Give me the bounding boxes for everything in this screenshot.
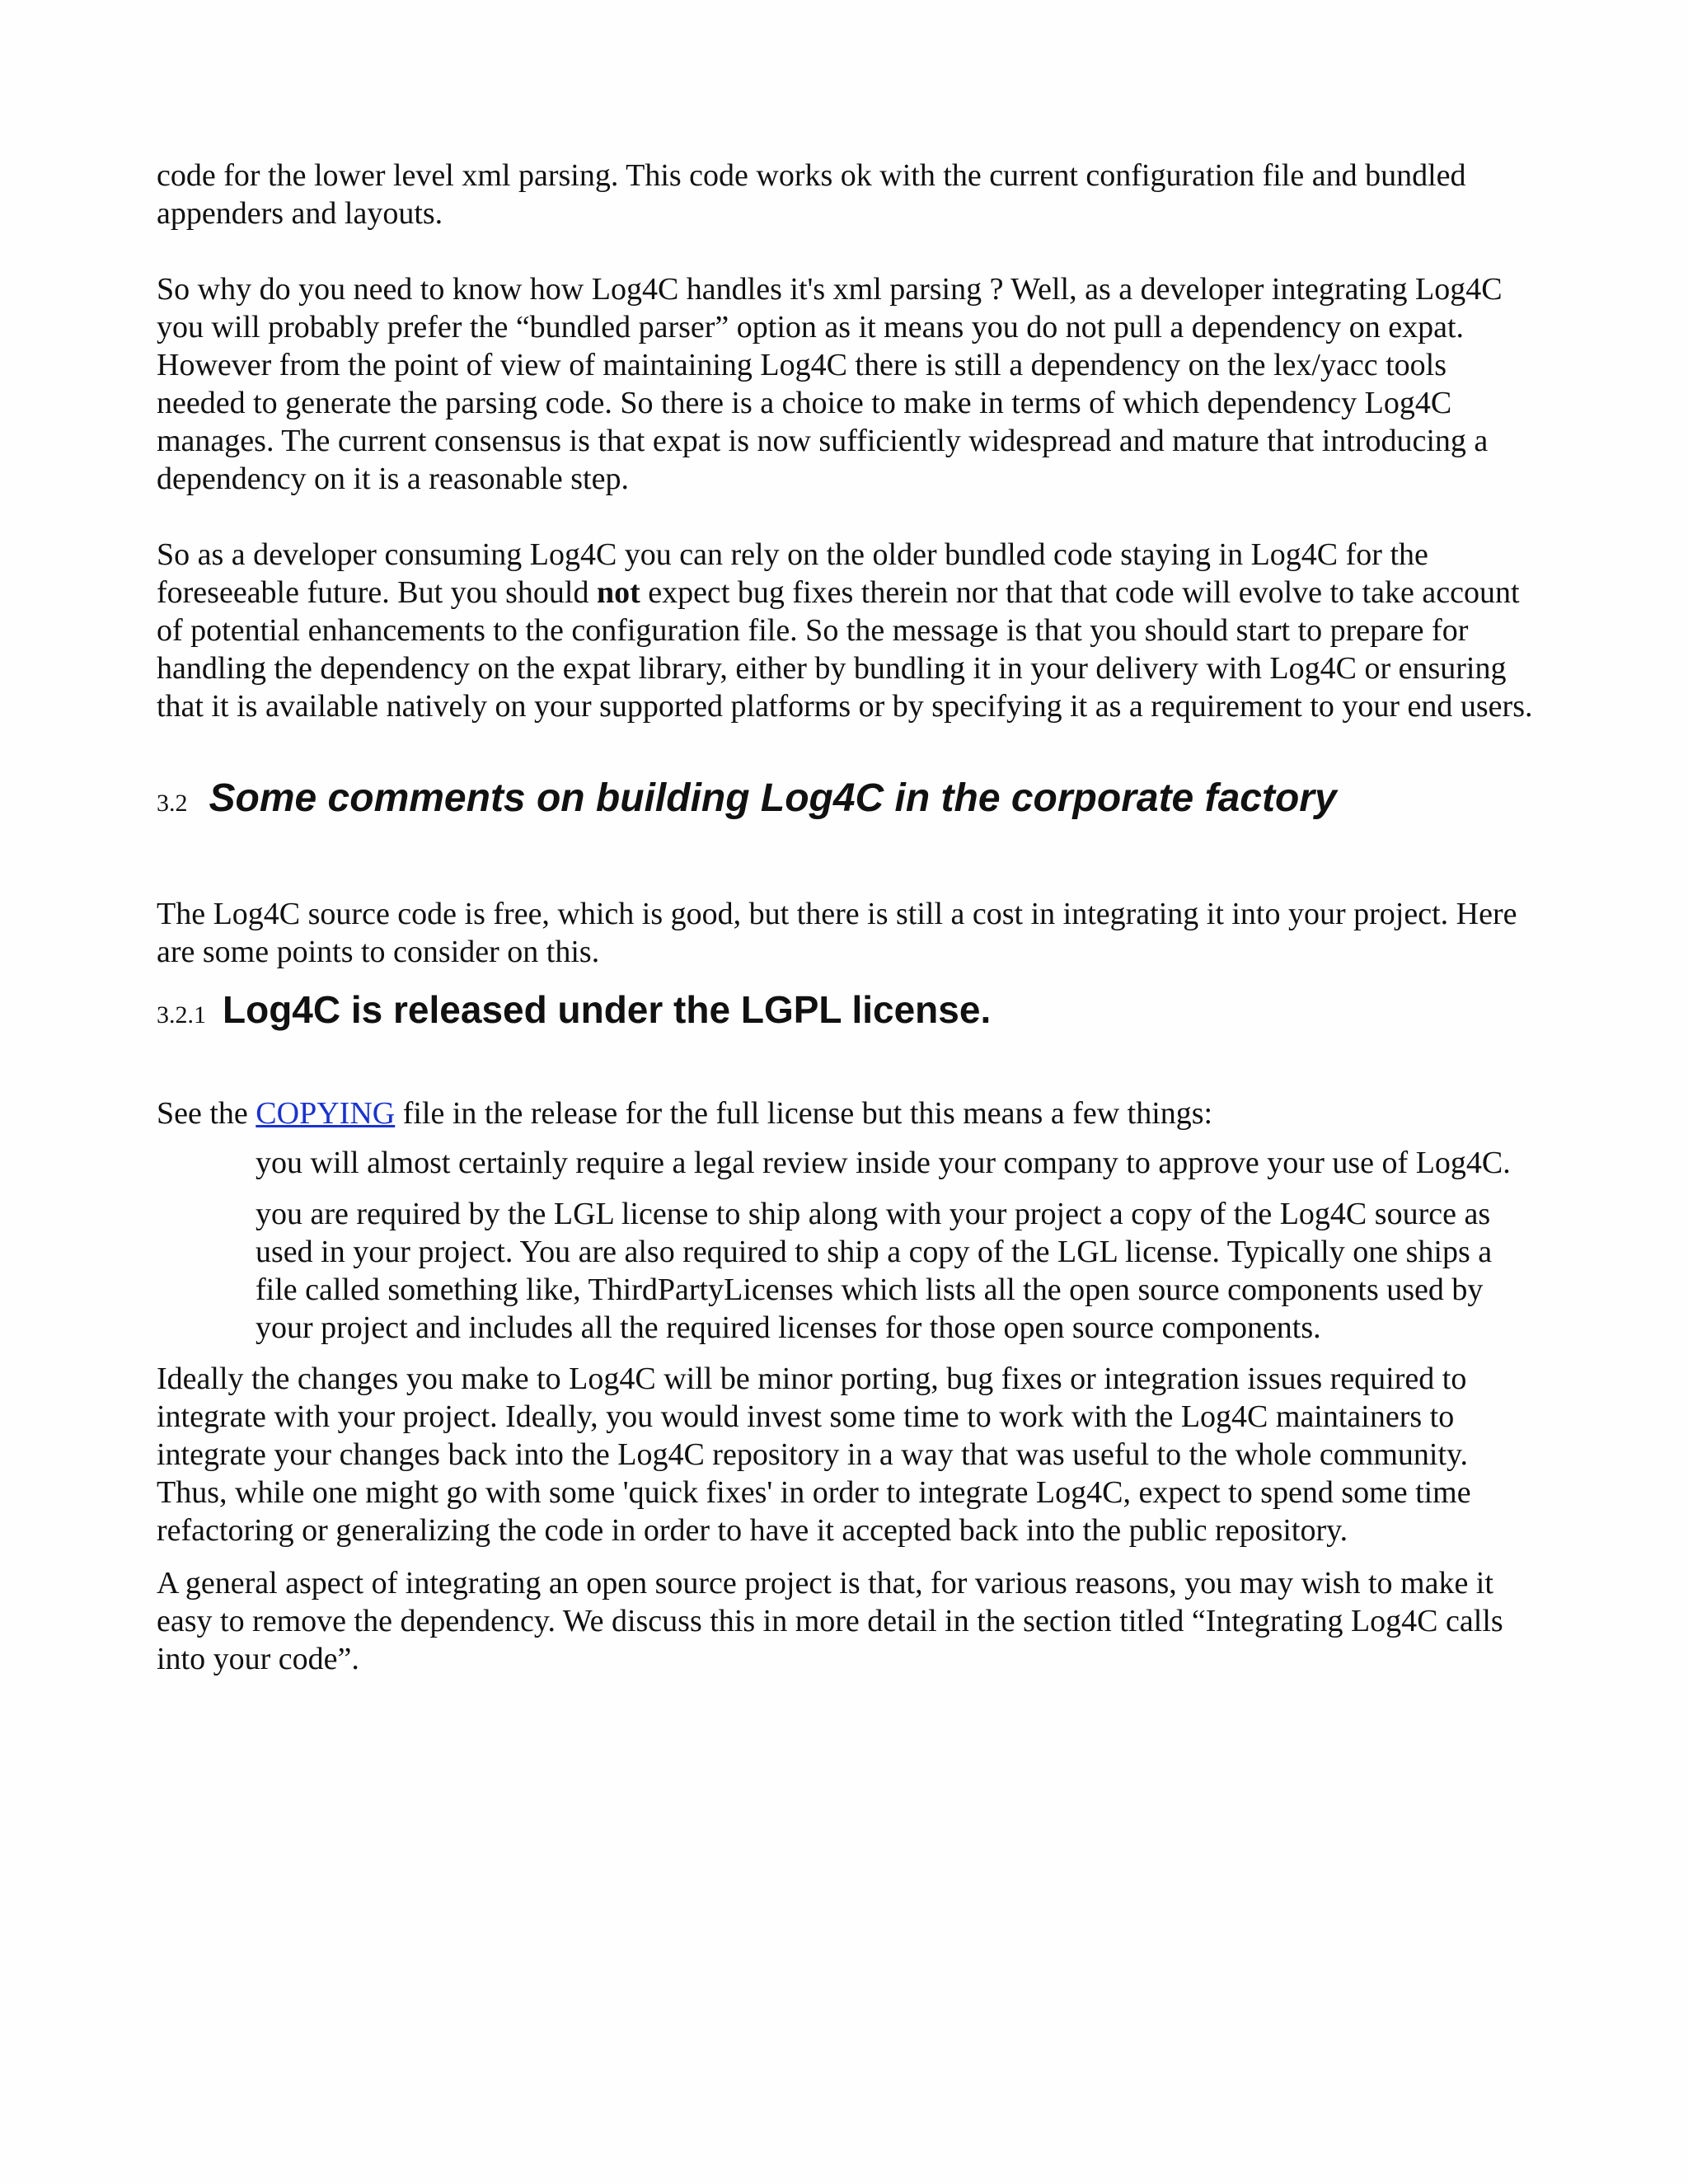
subsection-number: 3.2.1: [157, 1001, 206, 1029]
section-number: 3.2: [157, 790, 188, 817]
paragraph-source-code-free: The Log4C source code is free, which is good, but there is still a cost in integrating it into your project. Here are some points to consider on this.: [157, 897, 1517, 969]
paragraph-developer-consuming: [157, 536, 1541, 725]
paragraph-see-copying-part2: file in the release for the full license but this means a few things:: [395, 1096, 1213, 1131]
section-title: Some comments on building Log4C in the corporate factory: [209, 776, 1337, 820]
paragraph-general-aspect: A general aspect of integrating an open source project is that, for various reasons, you may wish to make it easy to remove the dependency. We discuss this in more detail in the section titled “Integrating Log4C calls into your code”.: [157, 1566, 1503, 1676]
list-item: you will almost certainly require a legal review inside your company to approve your use of Log4C.: [256, 1146, 1511, 1180]
paragraph-see-copying: [157, 1094, 1541, 1132]
license-implications-list: [256, 1144, 1541, 1347]
section-heading-3-2-1: [157, 988, 1541, 1042]
paragraph-ideally-changes: Ideally the changes you make to Log4C will be minor porting, bug fixes or integration issues required to integrate with your project. Ideally, you would invest some time to work with the Log4C maintainers to integrate your changes back into the Log4C repository in a way that was useful to the whole community. Thus, while one might go with some 'quick fixes' in order to integrate Log4C, expect to spend some time refactoring or generalizing the code in order to have it accepted back into the public repository.: [157, 1361, 1471, 1548]
paragraph-why-xml-parsing: So why do you need to know how Log4C handles it's xml parsing ? Well, as a developer integrating Log4C you will probably prefer the “bundled parser” option as it means you do not pull a dependency on expat. However from the point of view of maintaining Log4C there is still a dependency on the lex/yacc tools needed to generate the parsing code. So there is a choice to make in terms of which dependency Log4C manages. The current consensus is that expat is now sufficiently widespread and mature that introducing a dependency on it is a reasonable step.: [157, 272, 1503, 496]
paragraph-see-copying-part1: See the: [157, 1096, 256, 1131]
document-body: [157, 157, 1541, 1678]
emphasis-not: not: [596, 575, 640, 610]
subsection-title: Log4C is released under the LGPL license.: [223, 988, 992, 1031]
copying-link[interactable]: COPYING: [256, 1096, 396, 1131]
list-item: you are required by the LGL license to ship along with your project a copy of the Log4C source as used in your project. You are also required to ship a copy of the LGL license. Typically one ships a file called something like, ThirdPartyLicenses which lists all the open source components used by your project and includes all the required licenses for those open source components.: [256, 1197, 1493, 1345]
paragraph-developer-consuming-part1: So as a developer consuming Log4C you can rely on the older bundled code staying in Log4C for the foreseeable future. But you should: [157, 537, 1428, 610]
section-heading-3-2: [157, 776, 1541, 829]
paragraph-xml-parsing-intro: code for the lower level xml parsing. This code works ok with the current configuration file and bundled appenders and layouts.: [157, 158, 1466, 231]
paragraph-developer-consuming-part2: expect bug fixes therein nor that that code will evolve to take account of potential enhancements to the configuration file. So the message is that you should start to prepare for handling the dependency on the expat library, either by bundling it in your delivery with Log4C or ensuring that it is available natively on your supported platforms or by specifying it as a requirement to your end users.: [157, 575, 1533, 724]
